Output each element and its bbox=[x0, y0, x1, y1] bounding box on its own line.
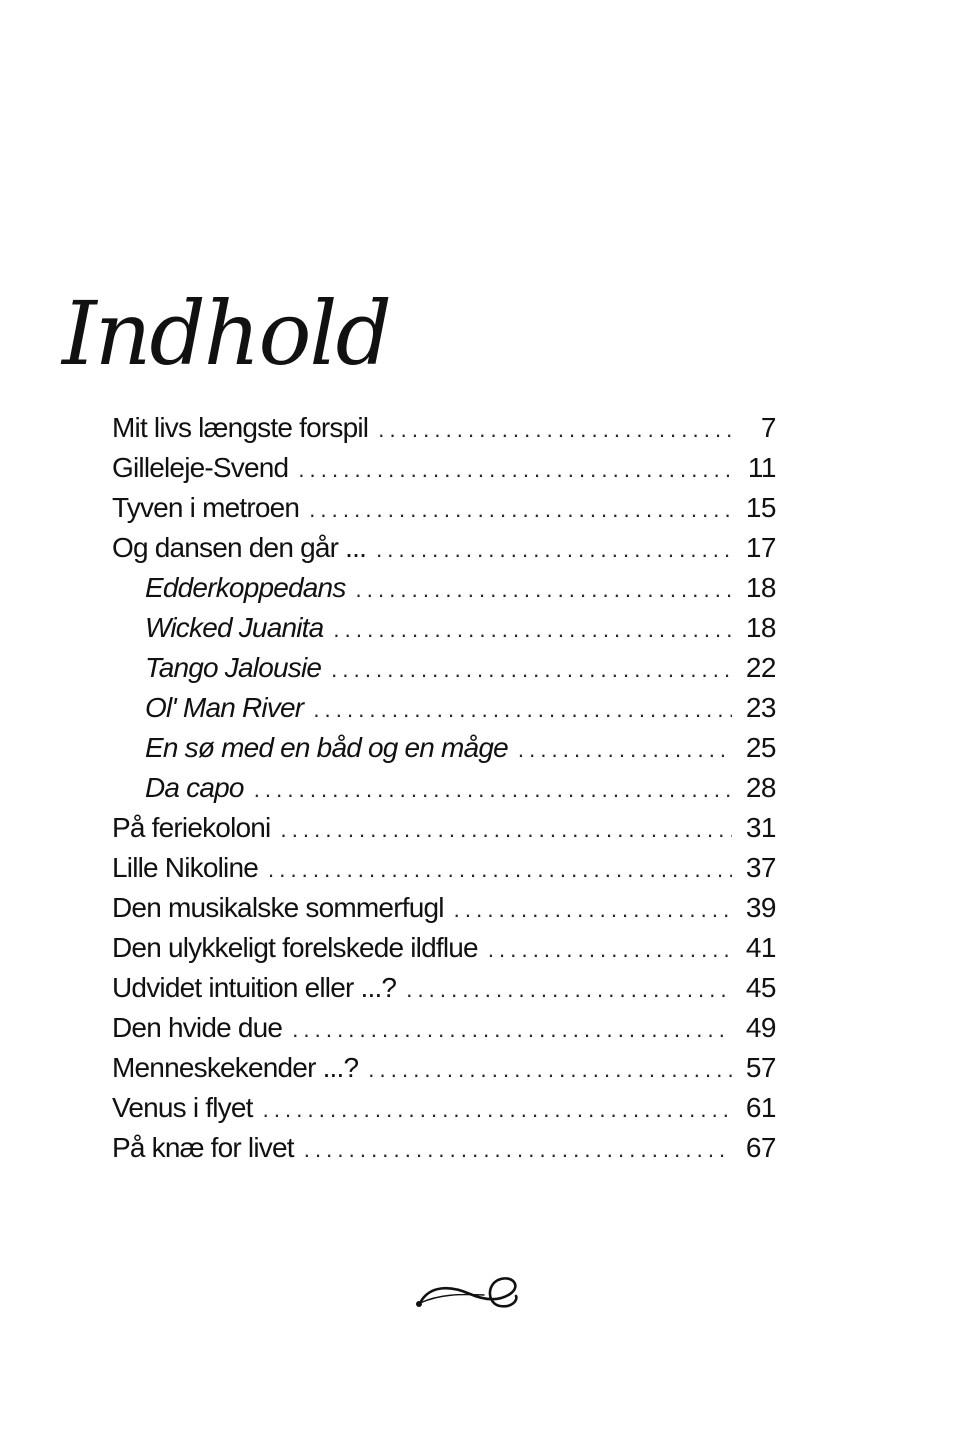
toc-subentry bbox=[112, 612, 776, 652]
toc-entry-title: Ol' Man River bbox=[145, 692, 304, 723]
toc-subentry bbox=[112, 652, 776, 692]
toc-page-number: 18 bbox=[745, 572, 776, 603]
toc-entry bbox=[112, 452, 776, 492]
toc-entry bbox=[112, 1052, 776, 1092]
toc-entry bbox=[112, 812, 776, 852]
dot-leader bbox=[331, 657, 732, 683]
toc-page-number: 17 bbox=[745, 532, 776, 563]
dot-leader bbox=[376, 537, 732, 563]
toc-entry-title: Den ulykkeligt forelskede ildflue bbox=[112, 932, 478, 963]
toc-entry-title: Udvidet intuition eller ...? bbox=[112, 972, 397, 1003]
toc-entry bbox=[112, 1092, 776, 1132]
toc-subentry bbox=[112, 692, 776, 732]
toc-entry bbox=[112, 892, 776, 932]
toc-entry-title: På feriekoloni bbox=[112, 812, 271, 843]
toc-page-number: 67 bbox=[745, 1132, 776, 1163]
dot-leader bbox=[488, 937, 732, 963]
toc-entry bbox=[112, 1132, 776, 1172]
toc-entry-title: På knæ for livet bbox=[112, 1132, 294, 1163]
toc-entry-title: Gilleleje-Svend bbox=[112, 452, 289, 483]
toc-entry bbox=[112, 1012, 776, 1052]
toc-page-number: 61 bbox=[745, 1092, 776, 1123]
dot-leader bbox=[268, 857, 732, 883]
dot-leader bbox=[304, 1137, 732, 1163]
flourish-ornament-icon bbox=[410, 1270, 530, 1320]
toc-entry-title: Wicked Juanita bbox=[145, 612, 324, 643]
dot-leader bbox=[280, 817, 731, 843]
toc-page-number: 25 bbox=[745, 732, 776, 763]
toc-entry-title: Tyven i metroen bbox=[112, 492, 300, 523]
dot-leader bbox=[368, 1057, 732, 1083]
toc-entry-title: Mit livs længste forspil bbox=[112, 412, 369, 443]
toc-entry bbox=[112, 972, 776, 1012]
toc-entry-title: Og dansen den går ... bbox=[112, 532, 367, 563]
toc-page-number: 18 bbox=[745, 612, 776, 643]
page-title: Indhold bbox=[62, 282, 390, 385]
dot-leader bbox=[309, 497, 732, 523]
toc-page-number: 7 bbox=[760, 412, 776, 443]
dot-leader bbox=[406, 977, 732, 1003]
toc-entry-title: Den musikalske sommerfugl bbox=[112, 892, 444, 923]
toc-page-number: 15 bbox=[745, 492, 776, 523]
toc-entry-title: Lille Nikoline bbox=[112, 852, 258, 883]
toc-page-number: 49 bbox=[745, 1012, 776, 1043]
dot-leader bbox=[333, 617, 731, 643]
toc-page-number: 23 bbox=[745, 692, 776, 723]
toc-page-number: 57 bbox=[745, 1052, 776, 1083]
toc-page-number: 37 bbox=[745, 852, 776, 883]
toc-subentry bbox=[112, 772, 776, 812]
dot-leader bbox=[298, 457, 734, 483]
toc-page-number: 39 bbox=[745, 892, 776, 923]
toc-entry bbox=[112, 532, 776, 572]
dot-leader bbox=[378, 417, 736, 443]
toc-page-number: 11 bbox=[747, 452, 776, 483]
toc-page-number: 45 bbox=[745, 972, 776, 1003]
toc-entry-title: En sø med en båd og en måge bbox=[145, 732, 508, 763]
toc-entry-title: Venus i flyet bbox=[112, 1092, 253, 1123]
toc-subentry bbox=[112, 572, 776, 612]
toc-entry bbox=[112, 412, 776, 452]
dot-leader bbox=[518, 737, 732, 763]
toc-page-number: 28 bbox=[745, 772, 776, 803]
dot-leader bbox=[313, 697, 732, 723]
dot-leader bbox=[263, 1097, 732, 1123]
toc-page-number: 31 bbox=[745, 812, 776, 843]
toc-entry bbox=[112, 852, 776, 892]
toc-entry-title: Edderkoppedans bbox=[145, 572, 346, 603]
toc-page-number: 22 bbox=[745, 652, 776, 683]
toc-entry-title: Menneskekender ...? bbox=[112, 1052, 359, 1083]
dot-leader bbox=[254, 777, 732, 803]
dot-leader bbox=[292, 1017, 732, 1043]
toc-entry bbox=[112, 492, 776, 532]
toc-page-number: 41 bbox=[745, 932, 776, 963]
toc-entry-title: Tango Jalousie bbox=[145, 652, 322, 683]
toc-entry-title: Den hvide due bbox=[112, 1012, 283, 1043]
toc-entry-title: Da capo bbox=[145, 772, 244, 803]
toc-subentry bbox=[112, 732, 776, 772]
dot-leader bbox=[356, 577, 732, 603]
table-of-contents bbox=[112, 412, 776, 1172]
toc-entry bbox=[112, 932, 776, 972]
dot-leader bbox=[454, 897, 732, 923]
